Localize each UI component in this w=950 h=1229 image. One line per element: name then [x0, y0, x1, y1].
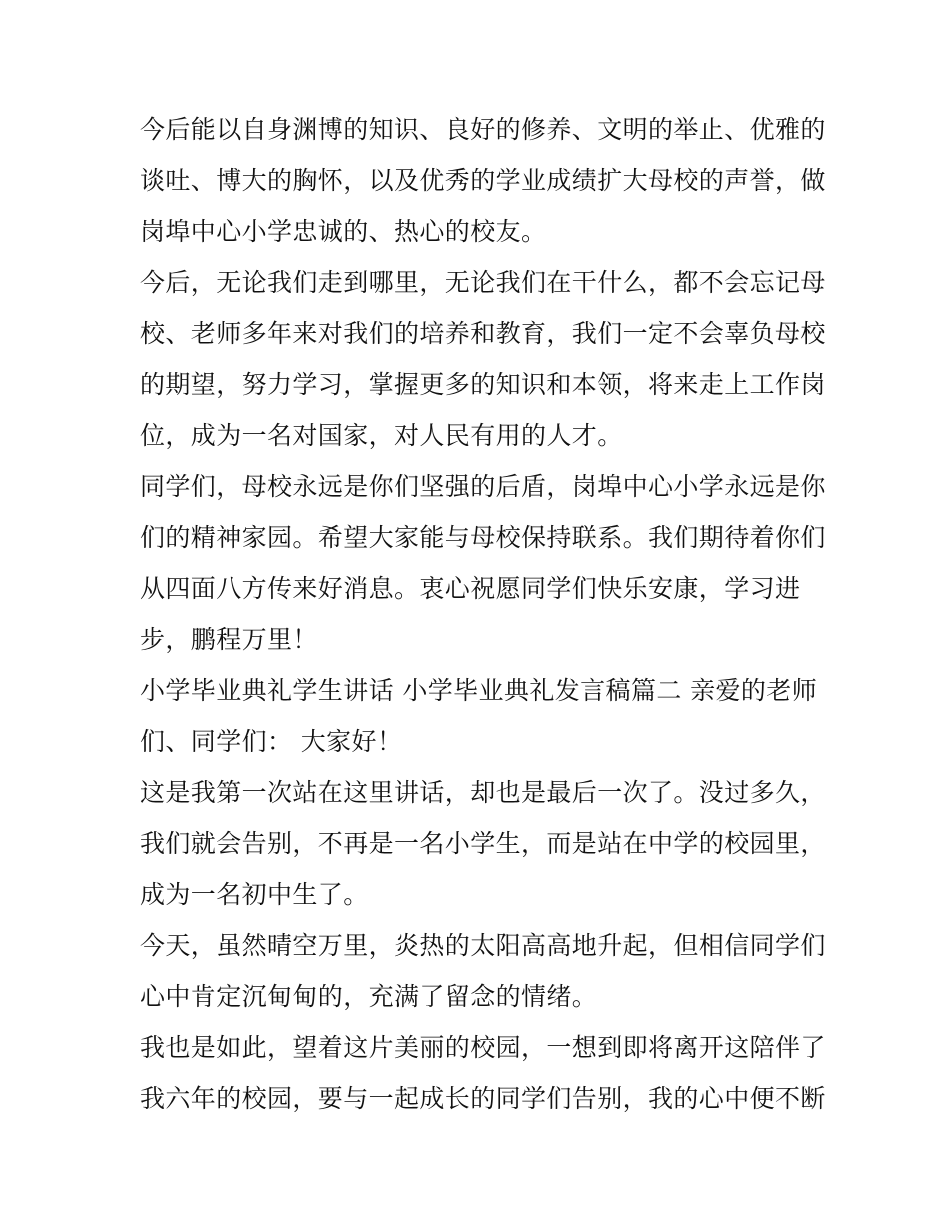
- text-line: 今后能以自身渊博的知识、良好的修养、文明的举止、优雅的: [140, 115, 826, 144]
- text-line: 成为一名初中生了。: [140, 880, 369, 909]
- text-line: 今天，虽然晴空万里，炎热的太阳高高地升起，但相信同学们: [140, 931, 826, 960]
- text-line: 谈吐、博大的胸怀，以及优秀的学业成绩扩大母校的声誉，做: [140, 166, 826, 195]
- text-line: 岗埠中心小学忠诚的、热心的校友。: [140, 217, 547, 246]
- text-line: 同学们，母校永远是你们坚强的后盾，岗埠中心小学永远是你: [140, 472, 826, 501]
- text-line: 我们就会告别，不再是一名小学生，而是站在中学的校园里，: [140, 829, 826, 858]
- text-line: 小学毕业典礼学生讲话 小学毕业典礼发言稿篇二 亲爱的老师: [140, 676, 818, 705]
- text-line: 校、老师多年来对我们的培养和教育，我们一定不会辜负母校: [140, 319, 826, 348]
- text-line: 这是我第一次站在这里讲话，却也是最后一次了。没过多久，: [140, 778, 826, 807]
- text-line: 今后，无论我们走到哪里，无论我们在干什么，都不会忘记母: [140, 268, 826, 297]
- text-line: 们的精神家园。希望大家能与母校保持联系。我们期待着你们: [140, 523, 826, 552]
- text-line: 心中肯定沉甸甸的，充满了留念的情绪。: [140, 982, 598, 1011]
- text-line: 我六年的校园，要与一起成长的同学们告别，我的心中便不断: [140, 1084, 826, 1113]
- document-body-text: [140, 104, 826, 1124]
- text-line: 们、同学们： 大家好！: [140, 727, 403, 756]
- text-line: 的期望，努力学习，掌握更多的知识和本领，将来走上工作岗: [140, 370, 826, 399]
- text-line: 步，鹏程万里！: [140, 625, 318, 654]
- text-line: 从四面八方传来好消息。衷心祝愿同学们快乐安康，学习进: [140, 574, 801, 603]
- text-line: 我也是如此，望着这片美丽的校园，一想到即将离开这陪伴了: [140, 1033, 826, 1062]
- text-line: 位，成为一名对国家，对人民有用的人才。: [140, 421, 623, 450]
